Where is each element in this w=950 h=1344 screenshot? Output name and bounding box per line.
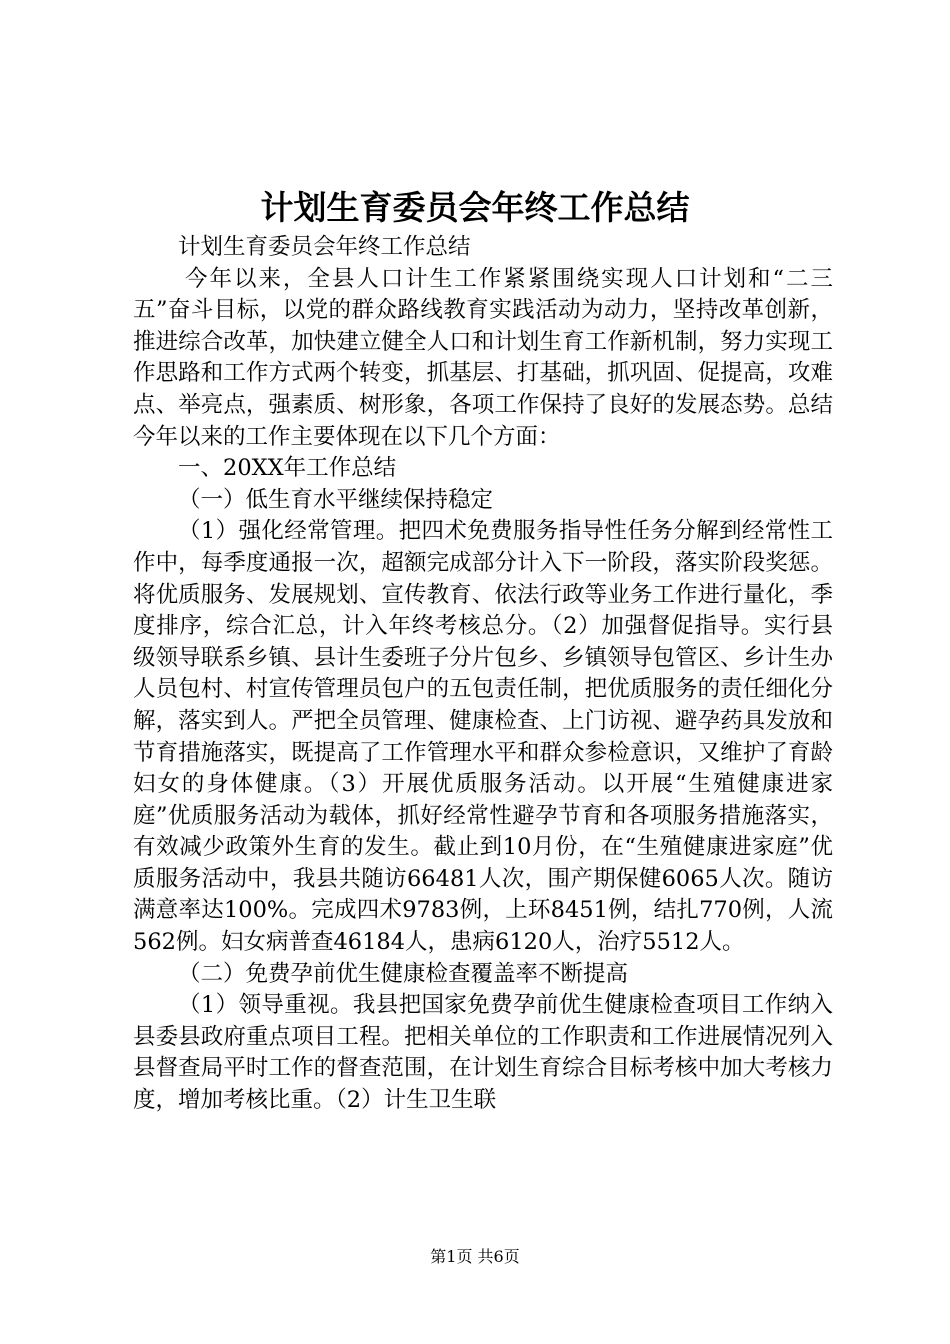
section-heading-1: 一、20XX年工作总结 xyxy=(178,455,397,482)
page-footer: 第1页 共6页 xyxy=(430,1247,520,1266)
subsection-heading-2: （二）免费孕前优生健康检查覆盖率不断提高 xyxy=(178,960,629,987)
document-body xyxy=(133,232,833,1117)
body-paragraph-subtitle: 计划生育委员会年终工作总结 xyxy=(178,234,471,260)
document-title: 计划生育委员会年终工作总结 xyxy=(260,188,690,227)
body-paragraph-1: （1）强化经常管理。把四术免费服务指导性任务分解到经常性工作中，每季度通报一次，超额完成部分计入下一阶段，落实阶段奖惩。将优质服务、发展规划、宣传教育、依法行政等业务工作进行量化，季度排序，综合汇总，计入年终考核总分。（2）加强督促指导。实行县级领导联系乡镇、县计生委班子分片包乡、乡镇领导包管区、乡计生办人员包村、村宣传管理员包户的五包责任制，把优质服务的责任细化分解，落实到人。严把全员管理、健康检查、上门访视、避孕药具发放和节育措施落实，既提高了工作管理水平和群众参检意识，又维护了育龄妇女的身体健康。（3）开展优质服务活动。以开展“生殖健康进家庭”优质服务活动为载体，抓好经常性避孕节育和各项服务措施落实，有效减少政策外生育的发生。截止到10月份，在“生殖健康进家庭”优质服务活动中，我县共随访66481人次，围产期保健6065人次。随访满意率达100%。完成四术9783例，上环8451例，结扎770例，人流562例。妇女病普查46184人，患病6120人，治疗5512人。 xyxy=(133,518,833,956)
subsection-heading-1: （一）低生育水平继续保持稳定 xyxy=(178,486,494,513)
body-paragraph-2: （1）领导重视。我县把国家免费孕前优生健康检查项目工作纳入县委县政府重点项目工程。把相关单位的工作职责和工作进展情况列入县督查局平时工作的督查范围，在计划生育综合目标考核中加大考核力度，增加考核比重。（2）计生卫生联 xyxy=(133,992,833,1114)
body-paragraph-intro: 今年以来，全县人口计生工作紧紧围绕实现人口计划和“二三五”奋斗目标，以党的群众路线教育实践活动为动力，坚持改革创新，推进综合改革，加快建立健全人口和计划生育工作新机制，努力实现工作思路和工作方式两个转变，抓基层、打基础，抓巩固、促提高，攻难点、举亮点，强素质、树形象，各项工作保持了良好的发展态势。总结今年以来的工作主要体现在以下几个方面： xyxy=(133,265,833,450)
